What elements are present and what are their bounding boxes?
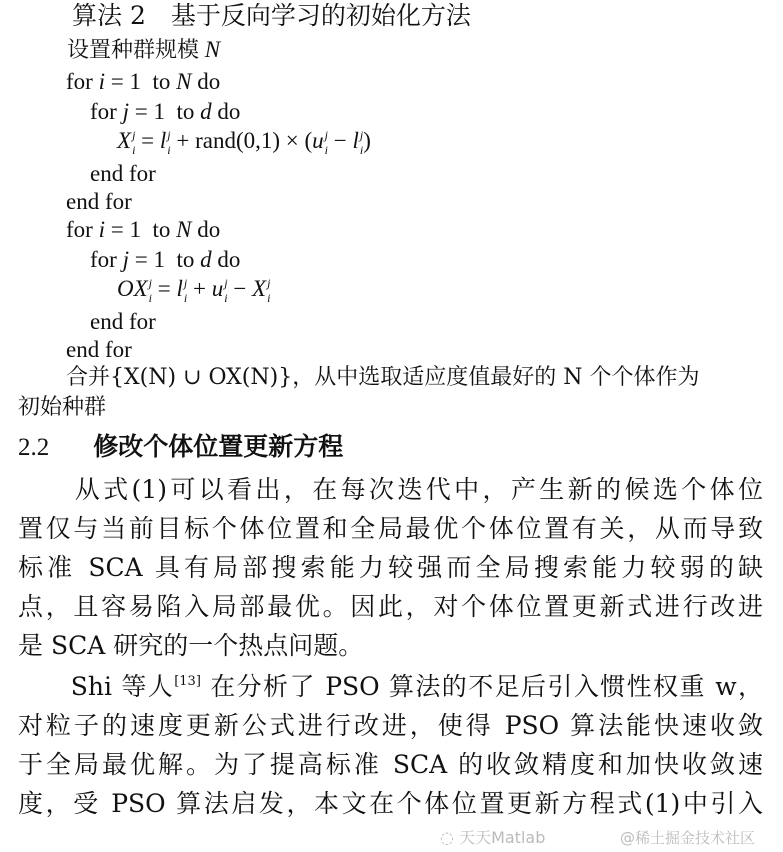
kw-do: do xyxy=(211,247,241,272)
bound-N: N xyxy=(176,69,192,94)
end-for-outer-1: end for xyxy=(66,189,132,214)
sup: j xyxy=(132,128,136,143)
sub: i xyxy=(148,291,153,306)
kw-for: for xyxy=(90,247,117,272)
var-u: u xyxy=(211,276,224,301)
watermark-channel xyxy=(440,830,545,846)
paragraph-2 xyxy=(18,667,763,823)
citation: [13] xyxy=(174,674,201,689)
paragraph-line xyxy=(18,667,763,706)
for-j-line-1 xyxy=(90,100,240,123)
sub: i xyxy=(183,291,188,306)
sup: j xyxy=(224,276,228,291)
kw-do: do xyxy=(211,99,241,124)
for-i-line-1 xyxy=(66,70,220,93)
paragraph-line: 置仅与当前目标个体位置和全局最优个体位置有关，从而导致 xyxy=(18,514,763,543)
section-title: 修改个体位置更新方程 xyxy=(93,432,344,461)
var-X: X xyxy=(117,128,132,153)
bound-d: d xyxy=(200,247,212,272)
sup: j xyxy=(359,128,364,143)
eq: = 1 to xyxy=(128,247,201,272)
minus: − xyxy=(328,128,353,153)
var-i: i xyxy=(98,217,105,242)
eq: = 1 to xyxy=(104,217,177,242)
kw-for: for xyxy=(66,69,93,94)
var-u: u xyxy=(312,128,324,153)
for-j-line-2 xyxy=(90,248,240,271)
formula-random-init xyxy=(117,129,371,156)
sup: j xyxy=(167,128,171,143)
sub: i xyxy=(224,291,228,306)
kw-do: do xyxy=(191,217,221,242)
end-for-inner-2: end for xyxy=(90,309,156,334)
sub: i xyxy=(324,143,329,158)
watermark-text: 天天Matlab xyxy=(459,828,546,847)
var-l: l xyxy=(159,128,167,153)
merge-line: 合并{X(N) ∪ OX(N)}，从中选取适应度值最好的 N 个个体作为 xyxy=(66,365,700,390)
bound-d: d xyxy=(200,99,212,124)
kw-for: for xyxy=(90,99,117,124)
set-population-line xyxy=(67,38,220,62)
var-j: j xyxy=(122,99,129,124)
var-j: j xyxy=(122,247,129,272)
end-for-outer-2: end for xyxy=(66,337,132,362)
watermark-site: @稀土掘金技术社区 xyxy=(620,829,756,847)
kw-do: do xyxy=(191,69,221,94)
var-X: X xyxy=(252,276,267,301)
paragraph-line: 于全局最优解。为了提高标准 SCA 的收敛精度和加快收敛速 xyxy=(18,750,763,779)
rand-term: + rand(0,1) × ( xyxy=(170,128,313,153)
var-l: l xyxy=(176,276,183,301)
paragraph-line: 从式(1)可以看出，在每次迭代中，产生新的候选个体位 xyxy=(18,475,763,504)
paragraph-line: 度，受 PSO 算法启发，本文在个体位置更新方程式(1)中引入 xyxy=(18,789,763,818)
kw-for: for xyxy=(66,217,93,242)
paragraph-line: 是 SCA 研究的一个热点问题。 xyxy=(18,631,364,660)
var-i: i xyxy=(98,69,105,94)
eq: = xyxy=(152,276,177,301)
eq: = 1 to xyxy=(128,99,201,124)
sub: i xyxy=(167,143,171,158)
sup: j xyxy=(148,276,153,291)
sub: i xyxy=(132,143,136,158)
var-l: l xyxy=(352,128,359,153)
sup: j xyxy=(183,276,188,291)
paragraph-line: 点，且容易陷入局部最优。因此，对个体位置更新式进行改进 xyxy=(18,592,763,621)
minus: − xyxy=(227,276,253,301)
formula-opposite xyxy=(117,277,270,304)
var-OX: OX xyxy=(117,276,148,301)
eq: = 1 to xyxy=(104,69,177,94)
paragraph-line: 对粒子的速度更新公式进行改进，使得 PSO 算法能快速收敛 xyxy=(18,711,763,740)
merge-line-2: 初始种群 xyxy=(18,395,107,420)
sub: i xyxy=(267,291,271,306)
sup: j xyxy=(324,128,329,143)
sub: i xyxy=(359,143,364,158)
for-i-line-2 xyxy=(66,218,220,241)
text: 在分析了 PSO 算法的不足后引入惯性权重 w， xyxy=(200,672,764,701)
set-population-text: 设置种群规模 xyxy=(67,38,200,63)
paragraph-line: 标准 SCA 具有局部搜索能力较强而全局搜索能力较弱的缺 xyxy=(18,553,763,582)
end-for-inner-1: end for xyxy=(90,161,156,186)
algorithm-title: 算法 2 基于反向学习的初始化方法 xyxy=(72,1,471,30)
wechat-icon: ◌ xyxy=(440,828,454,847)
section-heading xyxy=(18,434,343,460)
paragraph-1 xyxy=(18,470,763,665)
population-var: N xyxy=(204,37,221,62)
eq: = xyxy=(135,128,160,153)
sup: j xyxy=(267,276,271,291)
bound-N: N xyxy=(176,217,192,242)
section-number: 2.2 xyxy=(18,434,50,461)
text: Shi 等人 xyxy=(18,672,175,701)
plus: + xyxy=(187,276,212,301)
paren: ) xyxy=(363,128,371,153)
